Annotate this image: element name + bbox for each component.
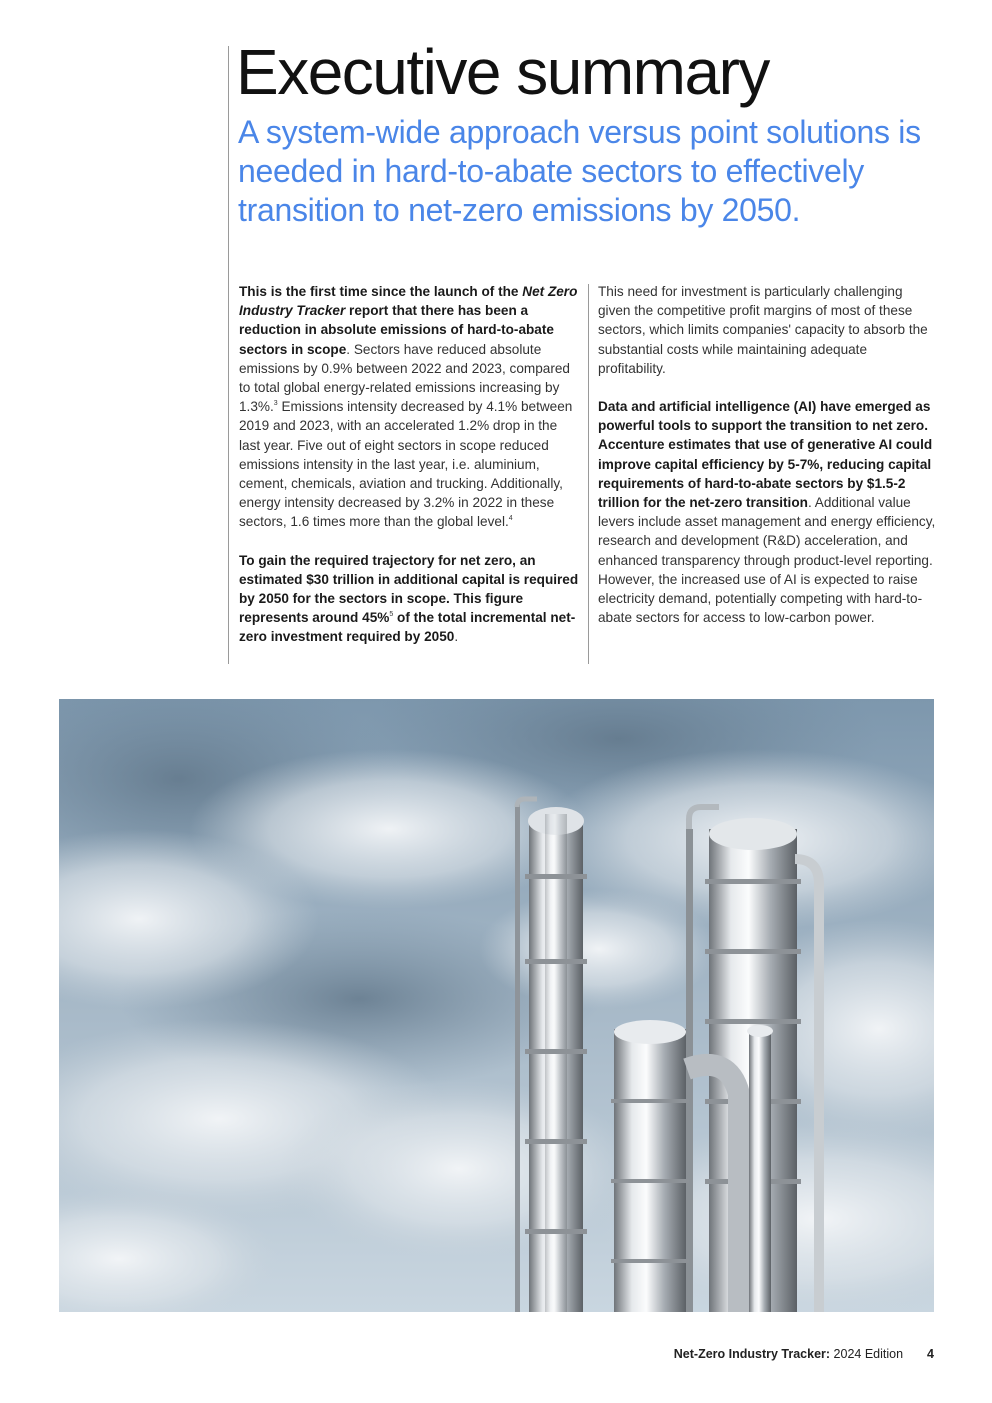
page-subtitle: A system-wide approach versus point solutions is needed in hard-to-abate sectors to effectively transition to net-zero emissions by 2050. bbox=[238, 114, 921, 228]
title-rule bbox=[228, 46, 229, 664]
right-column bbox=[598, 282, 938, 646]
lead-bold-a: This is the first time since the launch of the bbox=[239, 284, 523, 299]
page-title: Executive summary bbox=[236, 36, 769, 108]
investment-bold-b: of the total incremental net-zero investment required by 2050 bbox=[239, 610, 576, 645]
lead-bold-b: report that there has been a reduction in absolute emissions of hard-to-abate sectors in scope bbox=[239, 303, 554, 357]
footnote-ref-5: 5 bbox=[389, 611, 394, 619]
left-column bbox=[239, 282, 581, 666]
period: . bbox=[454, 629, 459, 645]
ai-text: . Additional value levers include asset management and energy efficiency, research and development (R&D) acceleration, and enhanced transparency through product-level reporting. However, the increased use of AI is expected to raise electricity demand, potentially competing with hard-to-abate sectors for access to low-carbon power. bbox=[598, 495, 936, 626]
column-rule bbox=[588, 284, 589, 664]
edition-label: 2024 Edition bbox=[830, 1347, 904, 1361]
investment-bold-a: To gain the required trajectory for net zero, an estimated $30 trillion in additional capital is required by 2050 for the sectors in scope. This figure represents around 45% bbox=[239, 552, 579, 626]
footnote-ref-4: 4 bbox=[508, 515, 513, 523]
right-paragraph-2 bbox=[598, 397, 938, 627]
body-text-b: Emissions intensity decreased by 4.1% between 2019 and 2023, with an accelerated 1.2% drop in the last year. Five out of eight sectors in scope reduced emissions intensity in the last year, i.e. aluminium, cement, chemicals, aviation and trucking. Additionally, energy intensity decreased by 3.2% in 2022 in these sectors, 1.6 times more than the global level. bbox=[239, 399, 573, 530]
body-text-a: . Sectors have reduced absolute emissions by 0.9% between 2022 and 2023, compared to total global energy-related emissions increasing by 1.3%. bbox=[239, 341, 570, 415]
page-footer bbox=[0, 1347, 934, 1361]
report-name: Net Zero Industry Tracker bbox=[239, 284, 578, 319]
footnote-ref-3: 3 bbox=[273, 400, 278, 408]
publication-name: Net-Zero Industry Tracker: bbox=[673, 1347, 831, 1361]
ai-bold: Data and artificial intelligence (AI) have emerged as powerful tools to support the transition to net zero. Accenture estimates that use of generative AI could improve capital efficiency by 5-7%, reducing capital requirements of hard-to-abate sectors by $1.5-2 trillion for the net-zero transition bbox=[598, 399, 933, 511]
left-paragraph-2 bbox=[239, 551, 581, 647]
right-paragraph-1: This need for investment is particularly challenging given the competitive profit margins of most of these sectors, which limits companies' capacity to absorb the substantial costs while maintaining adequate profitability. bbox=[598, 284, 928, 376]
page-number: 4 bbox=[927, 1347, 934, 1361]
left-paragraph-1 bbox=[239, 282, 581, 532]
industrial-towers-photo bbox=[59, 699, 934, 1312]
